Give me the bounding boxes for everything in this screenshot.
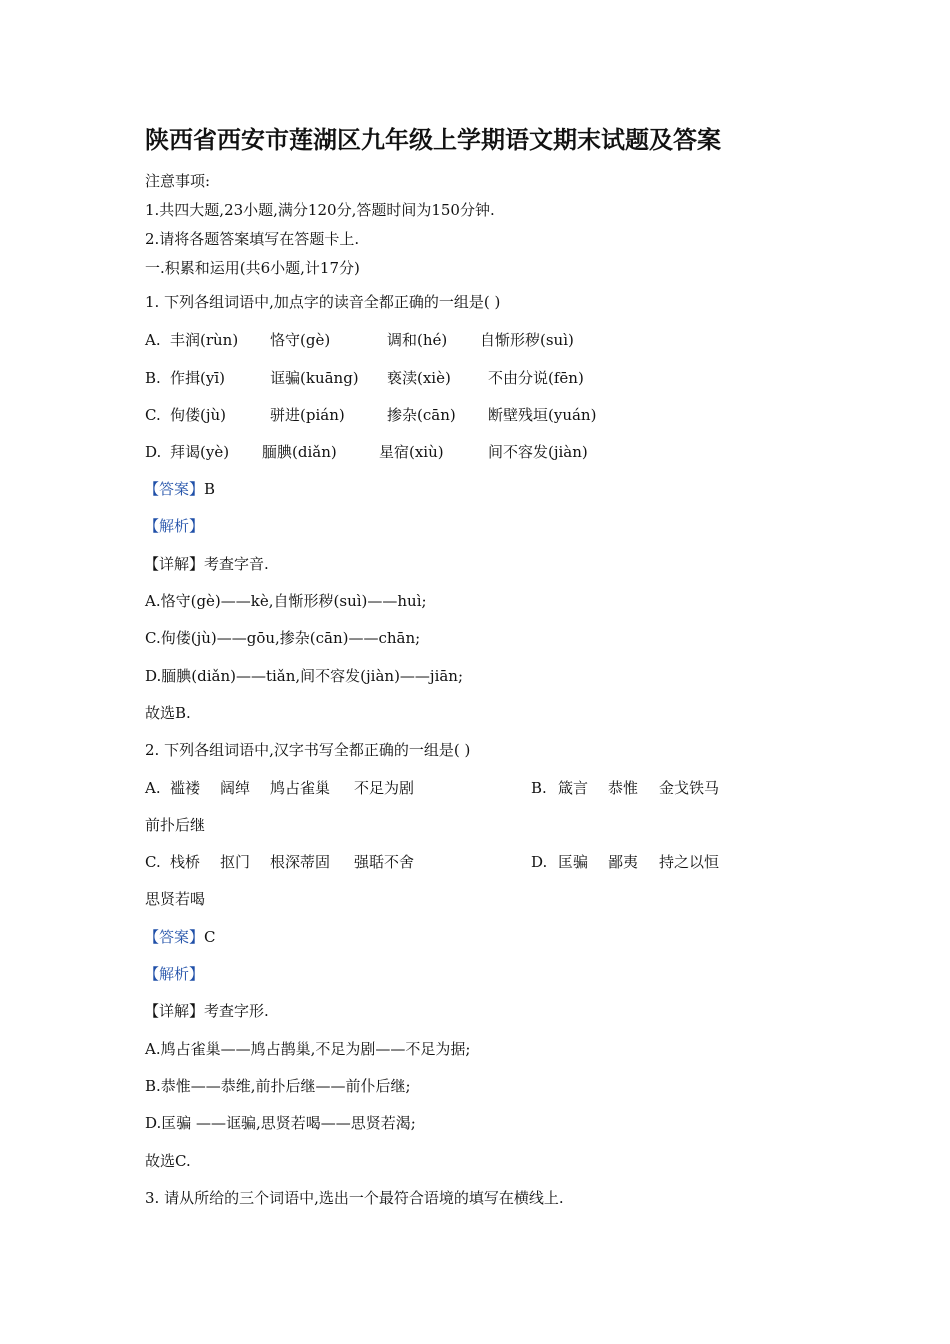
option-word: 拜谒(yè) xyxy=(170,443,230,461)
detail-tag: 【详解】 xyxy=(144,555,205,573)
answer-tag: 【答案】 xyxy=(144,480,205,498)
option-word: 持之以恒 xyxy=(659,853,720,871)
q2-answer-line xyxy=(144,927,216,947)
q1-stem: 1. 下列各组词语中,加点字的读音全都正确的一组是( ) xyxy=(145,293,501,311)
option-word: 不足为剧 xyxy=(354,779,415,797)
option-word: 鸠占雀巢 xyxy=(270,779,331,797)
q2-explanation-1: A.鸠占雀巢——鸠占鹊巢,不足为剧——不足为据; xyxy=(145,1040,471,1058)
option-word: 骈进(pián) xyxy=(270,406,345,424)
option-word: 鄙夷 xyxy=(608,853,639,871)
section-heading: 一.积累和运用(共6小题,计17分) xyxy=(145,259,360,277)
detail-text: 考查字形. xyxy=(204,1002,269,1020)
notes-item-1: 1.共四大题,23小题,满分120分,答题时间为150分钟. xyxy=(145,201,495,219)
option-word: 间不容发(jiàn) xyxy=(488,443,588,461)
option-word: 不由分说(fēn) xyxy=(488,369,584,387)
option-word: 恭惟 xyxy=(608,779,639,797)
option-word: 腼腆(diǎn) xyxy=(262,443,337,461)
option-word: 诓骗(kuāng) xyxy=(270,369,359,387)
q2-explanation-3: D.匡骗 ——诓骗,思贤若喝——思贤若渴; xyxy=(145,1114,416,1132)
q1-answer-line xyxy=(144,479,215,499)
notes-item-2: 2.请将各题答案填写在答题卡上. xyxy=(145,230,360,248)
page-title: 陕西省西安市莲湖区九年级上学期语文期末试题及答案 xyxy=(145,126,721,154)
option-label: D. xyxy=(145,443,162,461)
option-word: 掺杂(cān) xyxy=(387,406,456,424)
option-word: 金戈铁马 xyxy=(659,779,720,797)
option-word: 星宿(xiù) xyxy=(379,443,444,461)
option-word: 强聒不舍 xyxy=(354,853,415,871)
option-label: B. xyxy=(145,369,161,387)
answer-tag: 【答案】 xyxy=(144,928,205,946)
q1-explanation-1: A.恪守(gè)——kè,自惭形秽(suì)——huì; xyxy=(145,592,427,610)
q2-explanation-2: B.恭惟——恭维,前扑后继——前仆后继; xyxy=(145,1077,411,1095)
option-word: 匡骗 xyxy=(558,853,589,871)
detail-text: 考查字音. xyxy=(204,555,269,573)
q1-explanation-2: C.佝偻(jù)——gōu,掺杂(cān)——chān; xyxy=(145,629,421,647)
option-word: 根深蒂固 xyxy=(270,853,331,871)
q1-option-b xyxy=(0,368,950,388)
answer-value: C xyxy=(204,928,216,946)
q1-conclusion: 故选B. xyxy=(145,704,191,722)
q2-option-d-continued: 思贤若喝 xyxy=(145,890,206,908)
option-word: 丰润(rùn) xyxy=(170,331,239,349)
option-word: 阔绰 xyxy=(220,779,251,797)
option-word: 亵渎(xiè) xyxy=(387,369,451,387)
q1-option-a xyxy=(0,330,950,350)
q2-option-b-continued: 前扑后继 xyxy=(145,816,206,834)
q1-analysis-tag: 【解析】 xyxy=(144,517,205,535)
option-label: A. xyxy=(145,331,161,349)
option-word: 佝偻(jù) xyxy=(170,406,227,424)
q1-detail-line xyxy=(144,554,269,574)
option-label: C. xyxy=(145,406,161,424)
notes-heading: 注意事项: xyxy=(145,172,211,190)
option-label: D. xyxy=(531,853,548,871)
q2-conclusion: 故选C. xyxy=(145,1152,191,1170)
option-word: 自惭形秽(suì) xyxy=(480,331,574,349)
detail-tag: 【详解】 xyxy=(144,1002,205,1020)
q2-analysis-tag: 【解析】 xyxy=(144,965,205,983)
option-word: 箴言 xyxy=(558,779,589,797)
q2-option-b xyxy=(0,778,950,798)
answer-value: B xyxy=(204,480,216,498)
option-word: 断壁残垣(yuán) xyxy=(488,406,597,424)
option-label: A. xyxy=(145,779,161,797)
q2-stem: 2. 下列各组词语中,汉字书写全都正确的一组是( ) xyxy=(145,741,471,759)
option-word: 调和(hé) xyxy=(387,331,448,349)
option-label: C. xyxy=(145,853,161,871)
q1-option-c xyxy=(0,405,950,425)
option-word: 褴褛 xyxy=(170,779,201,797)
option-label: B. xyxy=(531,779,547,797)
q2-option-d xyxy=(0,852,950,872)
option-word: 抠门 xyxy=(220,853,251,871)
q1-explanation-3: D.腼腆(diǎn)——tiǎn,间不容发(jiàn)——jiān; xyxy=(145,667,464,685)
q2-detail-line xyxy=(144,1001,269,1021)
option-word: 栈桥 xyxy=(170,853,201,871)
option-word: 作揖(yī) xyxy=(170,369,225,387)
option-word: 恪守(gè) xyxy=(270,331,331,349)
q3-stem: 3. 请从所给的三个词语中,选出一个最符合语境的填写在横线上. xyxy=(145,1189,564,1207)
q1-option-d xyxy=(0,442,950,462)
